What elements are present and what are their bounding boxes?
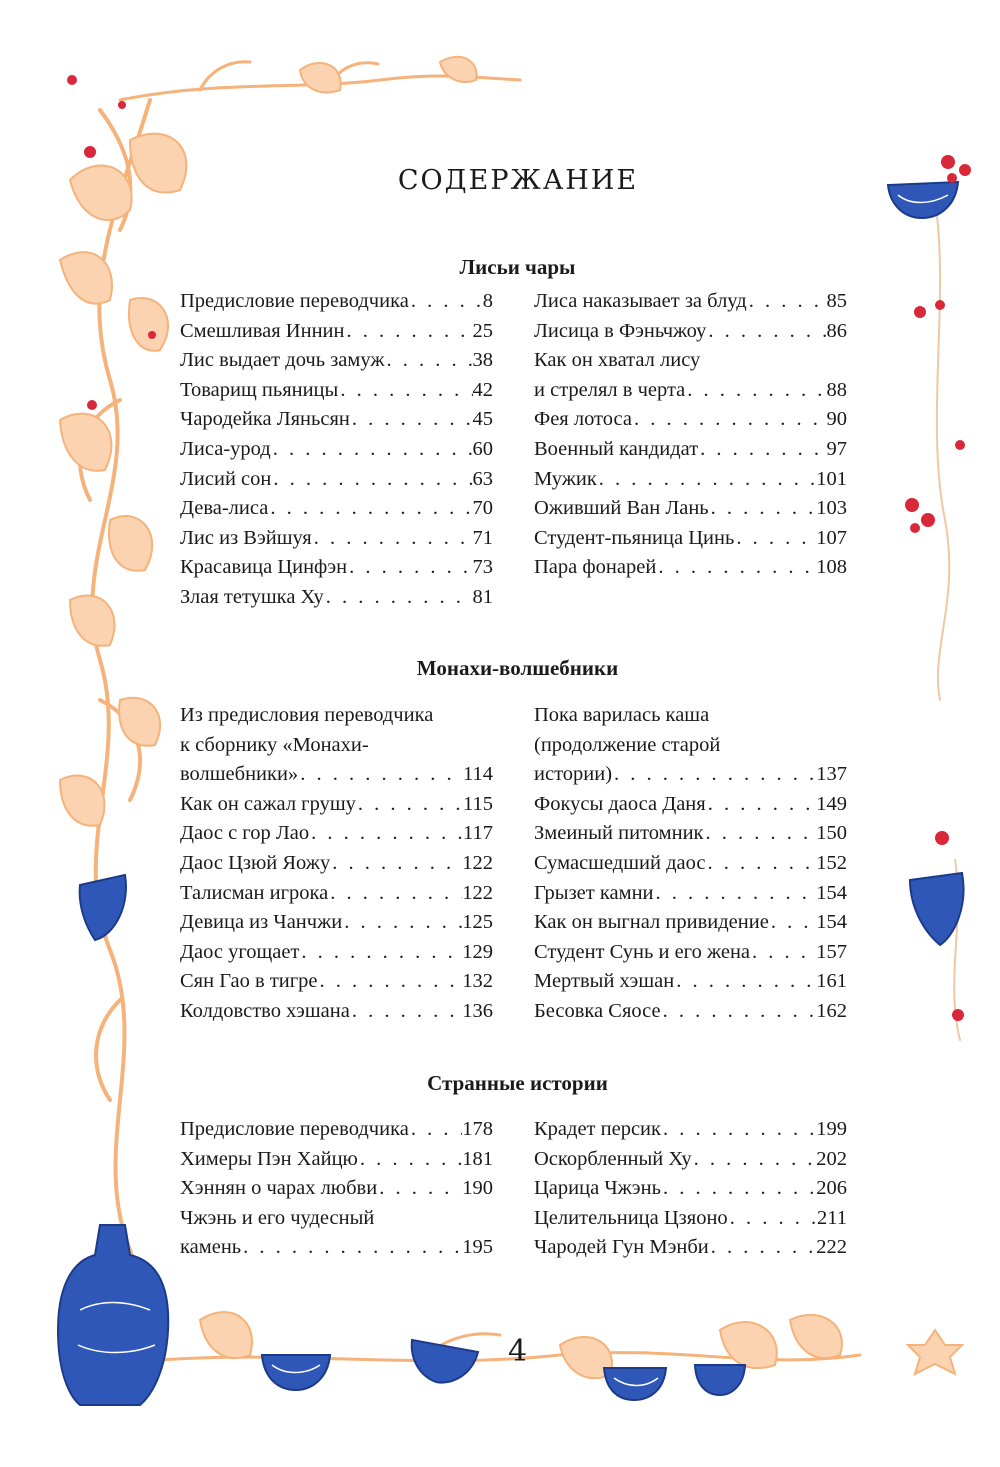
toc-entry[interactable]: Химеры Пэн Хайцю . . . 181 [180, 1148, 493, 1178]
toc-entry[interactable]: Фокусы даоса Даня . . . 149 [534, 793, 847, 823]
toc-entry[interactable]: Колдовство хэшана . . . 136 [180, 1000, 493, 1030]
section-title-fox-charms: Лисьи чары [459, 255, 576, 279]
toc-column-left [180, 704, 493, 1030]
toc-entry[interactable]: истории) . . . 137 [534, 763, 847, 793]
toc-entry[interactable]: Предисловие переводчика . . . 8 [180, 290, 493, 320]
toc-entry[interactable]: Оживший Ван Лань . . . 103 [534, 497, 847, 527]
toc-entry[interactable]: Лисий сон . . . 63 [180, 468, 493, 498]
toc-entry[interactable]: Чародей Гун Мэнби . . . 222 [534, 1236, 847, 1266]
toc-entry[interactable]: Оскорбленный Ху . . . 202 [534, 1148, 847, 1178]
toc-entry[interactable]: волшебники» . . . 114 [180, 763, 493, 793]
toc-entry[interactable]: Как он сажал грушу . . . 115 [180, 793, 493, 823]
toc-entry[interactable]: Студент-пьяница Цинь . . . 107 [534, 527, 847, 557]
toc-column-right [534, 1118, 847, 1266]
toc-column-right [534, 290, 847, 586]
section-title-wizard-monks: Монахи-волшебники [416, 656, 619, 680]
toc-entry[interactable]: Хэннян о чарах любви . . . 190 [180, 1177, 493, 1207]
toc-entry[interactable]: Царица Чжэнь . . . 206 [534, 1177, 847, 1207]
toc-entry[interactable]: Девица из Чанчжи . . . 125 [180, 911, 493, 941]
toc-entry-line[interactable]: Пока варилась каша [534, 704, 710, 726]
toc-entry[interactable]: Целительница Цзяоно . . . 211 [534, 1207, 847, 1237]
section-title-strange-stories: Странные истории [427, 1071, 608, 1095]
toc-entry[interactable]: Даос Цзюй Яожу . . . 122 [180, 852, 493, 882]
toc-entry[interactable]: Смешливая Иннин . . . 25 [180, 320, 493, 350]
toc-entry[interactable]: Лиса наказывает за блуд . . . 85 [534, 290, 847, 320]
toc-column-right [534, 704, 847, 1030]
toc-entry[interactable]: Чародейка Ляньсян . . . 45 [180, 408, 493, 438]
page-number: 4 [508, 1334, 528, 1369]
toc-entry[interactable]: Как он выгнал привидение . . . 154 [534, 911, 847, 941]
toc-entry[interactable]: Предисловие переводчика . . . 178 [180, 1118, 493, 1148]
toc-entry[interactable]: Фея лотоса . . . 90 [534, 408, 847, 438]
toc-entry[interactable]: Лис выдает дочь замуж . . . 38 [180, 349, 493, 379]
toc-entry[interactable]: Даос угощает . . . 129 [180, 941, 493, 971]
toc-entry[interactable]: Сян Гао в тигре . . . 132 [180, 970, 493, 1000]
toc-entry[interactable]: Красавица Цинфэн . . . 73 [180, 556, 493, 586]
toc-entry[interactable]: Дева-лиса . . . 70 [180, 497, 493, 527]
toc-entry[interactable]: Лис из Вэйшуя . . . 71 [180, 527, 493, 557]
toc-entry[interactable]: Военный кандидат . . . 97 [534, 438, 847, 468]
toc-entry[interactable]: Крадет персик . . . 199 [534, 1118, 847, 1148]
toc-entry[interactable]: камень . . . 195 [180, 1236, 493, 1266]
toc-entry-line[interactable]: (продолжение старой [534, 733, 721, 756]
toc-entry[interactable]: Злая тетушка Ху . . . 81 [180, 586, 493, 616]
toc-entry[interactable]: Мужик . . . 101 [534, 468, 847, 498]
toc-entry[interactable]: Пара фонарей . . . 108 [534, 556, 847, 586]
toc-column-left [180, 1118, 493, 1266]
toc-entry[interactable]: Змеиный питомник . . . 150 [534, 822, 847, 852]
toc-entry-line[interactable]: Чжэнь и его чудесный [180, 1206, 375, 1229]
toc-column-left [180, 290, 493, 616]
toc-entry-line[interactable]: Как он хватал лису [534, 349, 701, 372]
toc-entry[interactable]: Мертвый хэшан . . . 161 [534, 970, 847, 1000]
toc-entry[interactable]: Лиса-урод . . . 60 [180, 438, 493, 468]
toc-entry[interactable]: Товарищ пьяницы . . . 42 [180, 379, 493, 409]
toc-entry[interactable]: Даос с гор Лао . . . 117 [180, 822, 493, 852]
toc-entry[interactable]: Талисман игрока . . . 122 [180, 882, 493, 912]
toc-entry[interactable]: Грызет камни . . . 154 [534, 882, 847, 912]
toc-entry[interactable]: и стрелял в черта . . . 88 [534, 379, 847, 409]
page-title: СОДЕРЖАНИЕ [397, 165, 639, 196]
toc-entry[interactable]: Бесовка Сяосе . . . 162 [534, 1000, 847, 1030]
toc-entry-line[interactable]: к сборнику «Монахи- [180, 733, 369, 756]
toc-entry-line[interactable]: Из предисловия переводчика [180, 704, 434, 726]
toc-entry[interactable]: Сумасшедший даос . . . 152 [534, 852, 847, 882]
toc-entry[interactable]: Студент Сунь и его жена . . . 157 [534, 941, 847, 971]
toc-entry[interactable]: Лисица в Фэньчжоу . . . 86 [534, 320, 847, 350]
